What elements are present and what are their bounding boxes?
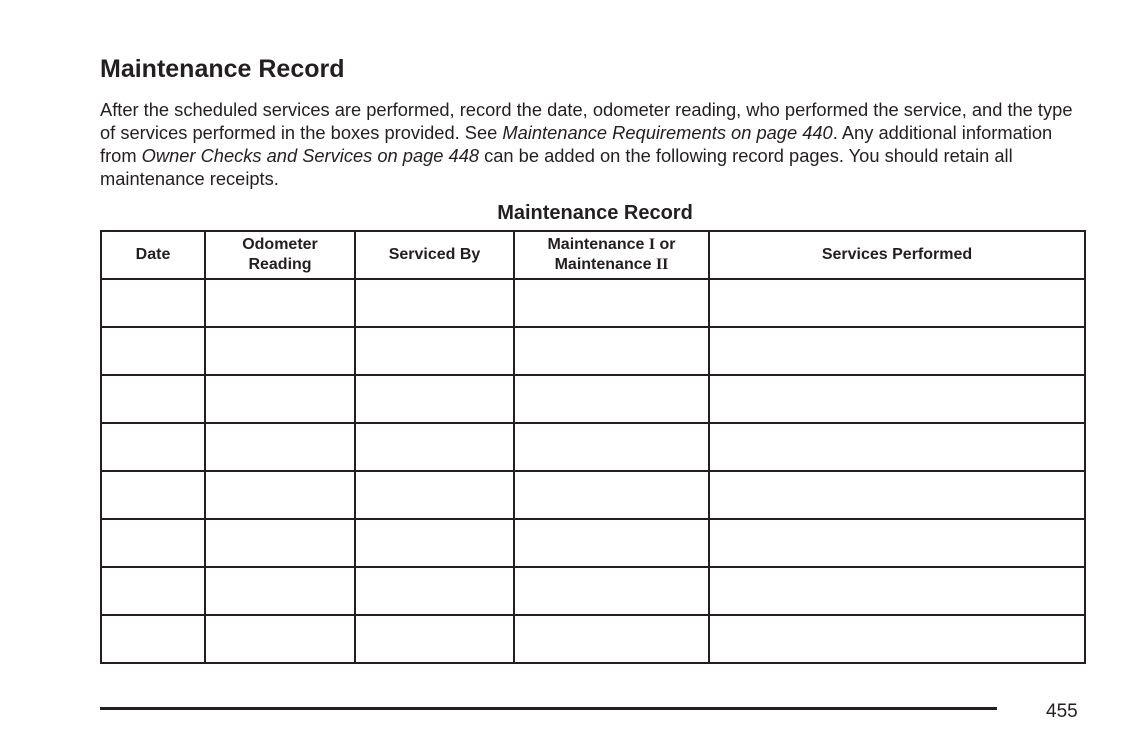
table-row xyxy=(101,471,1085,519)
record-cell[interactable] xyxy=(709,471,1085,519)
record-cell[interactable] xyxy=(101,423,205,471)
header-text: or xyxy=(655,236,676,253)
table-row xyxy=(101,519,1085,567)
intro-text: . Any additional information from xyxy=(100,122,1053,166)
intro-text: After the scheduled services are performed, record the date, odometer reading, who performed the service, and the type of services performed in the boxes provided. See xyxy=(100,99,1073,143)
maintenance-record-table xyxy=(100,230,1086,664)
footer-rule xyxy=(100,707,997,710)
record-cell[interactable] xyxy=(514,423,709,471)
header-date: Date xyxy=(101,231,205,279)
table-header-row xyxy=(101,231,1085,279)
record-cell[interactable] xyxy=(514,471,709,519)
table-row xyxy=(101,279,1085,327)
header-serviced-by: Serviced By xyxy=(355,231,514,279)
header-maintenance-type xyxy=(514,231,709,279)
record-cell[interactable] xyxy=(514,615,709,663)
record-cell[interactable] xyxy=(709,279,1085,327)
record-cell[interactable] xyxy=(101,471,205,519)
record-cell[interactable] xyxy=(205,615,355,663)
table-row xyxy=(101,567,1085,615)
record-cell[interactable] xyxy=(101,279,205,327)
header-text: Maintenance xyxy=(554,256,656,273)
record-cell[interactable] xyxy=(101,375,205,423)
table-row xyxy=(101,423,1085,471)
page-number: 455 xyxy=(1046,701,1078,722)
record-cell[interactable] xyxy=(514,519,709,567)
record-cell[interactable] xyxy=(355,519,514,567)
intro-text: can be added on the following record pages. You should retain all maintenance receipts. xyxy=(100,145,1013,189)
record-cell[interactable] xyxy=(355,279,514,327)
record-cell[interactable] xyxy=(355,615,514,663)
record-cell[interactable] xyxy=(709,327,1085,375)
record-cell[interactable] xyxy=(709,519,1085,567)
header-text: Maintenance xyxy=(547,236,649,253)
record-cell[interactable] xyxy=(355,471,514,519)
table-caption-text: Maintenance Record xyxy=(497,202,693,224)
header-odometer-line1: Odometer xyxy=(242,236,318,253)
record-cell[interactable] xyxy=(355,423,514,471)
table-caption xyxy=(100,202,1090,225)
header-odometer xyxy=(205,231,355,279)
record-cell[interactable] xyxy=(709,567,1085,615)
record-cell[interactable] xyxy=(205,567,355,615)
record-cell[interactable] xyxy=(205,279,355,327)
header-odometer-line2: Reading xyxy=(248,256,312,273)
record-cell[interactable] xyxy=(709,615,1085,663)
page-title: Maintenance Record xyxy=(100,55,345,83)
record-cell[interactable] xyxy=(709,375,1085,423)
header-text: I xyxy=(648,236,656,253)
record-cell[interactable] xyxy=(101,327,205,375)
record-cell[interactable] xyxy=(205,375,355,423)
record-cell[interactable] xyxy=(205,327,355,375)
link-owner-checks[interactable]: Owner Checks and Services on page 448 xyxy=(141,145,480,166)
header-text: II xyxy=(655,256,669,273)
record-cell[interactable] xyxy=(514,279,709,327)
record-cell[interactable] xyxy=(101,567,205,615)
table-row xyxy=(101,327,1085,375)
record-cell[interactable] xyxy=(709,423,1085,471)
table-row xyxy=(101,375,1085,423)
header-services-performed: Services Performed xyxy=(709,231,1085,279)
link-maintenance-requirements[interactable]: Maintenance Requirements on page 440 xyxy=(502,122,833,143)
record-cell[interactable] xyxy=(355,327,514,375)
record-cell[interactable] xyxy=(205,519,355,567)
record-cell[interactable] xyxy=(101,615,205,663)
record-cell[interactable] xyxy=(205,471,355,519)
intro-paragraph xyxy=(100,98,1090,190)
table-row xyxy=(101,615,1085,663)
record-cell[interactable] xyxy=(101,519,205,567)
record-cell[interactable] xyxy=(514,375,709,423)
record-cell[interactable] xyxy=(514,567,709,615)
record-cell[interactable] xyxy=(514,327,709,375)
record-cell[interactable] xyxy=(355,567,514,615)
record-cell[interactable] xyxy=(205,423,355,471)
record-cell[interactable] xyxy=(355,375,514,423)
